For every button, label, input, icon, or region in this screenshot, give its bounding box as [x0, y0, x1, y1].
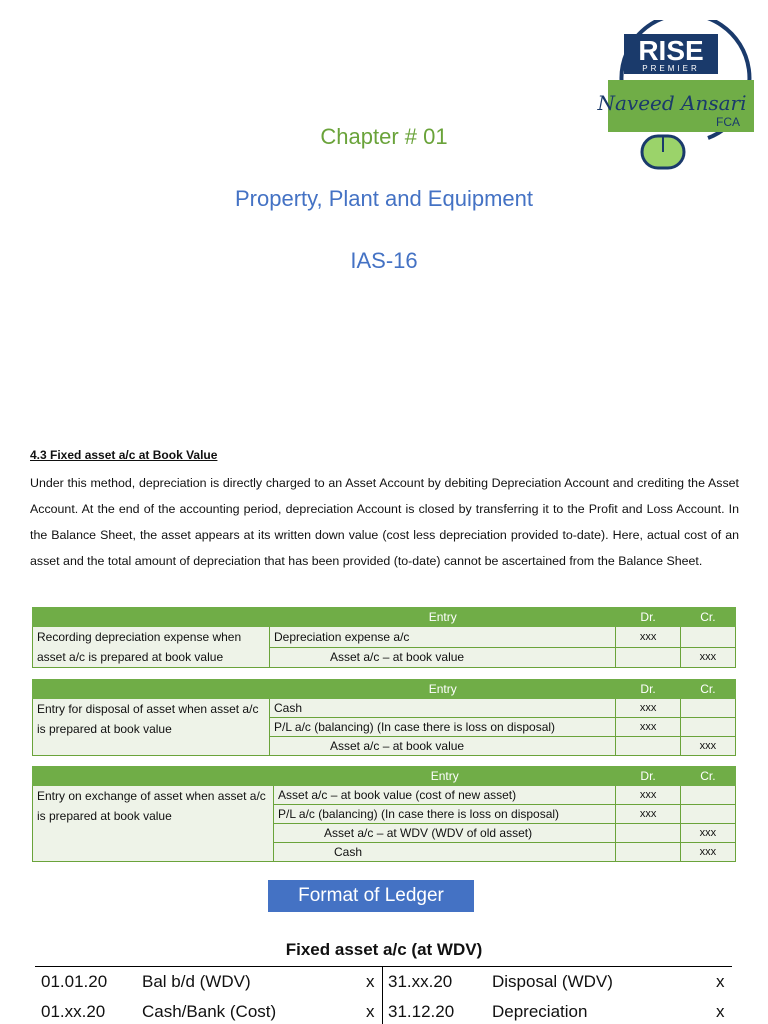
debit-amount: xxx: [616, 627, 680, 648]
entry-account: P/L a/c (balancing) (In case there is loss on disposal): [274, 805, 616, 824]
debit-amount: xxx: [616, 718, 680, 737]
header-cr: Cr.: [680, 608, 735, 627]
ledger-debit-date: 01.xx.20: [41, 1002, 106, 1021]
standard-label: IAS-16: [350, 248, 418, 273]
logo-tagline: PREMIER: [642, 64, 700, 73]
debit-amount: [616, 824, 680, 843]
header-cr: Cr.: [680, 767, 735, 786]
entry-account: Asset a/c – at WDV (WDV of old asset): [274, 824, 616, 843]
ledger-credit-date: 31.12.20: [388, 1002, 455, 1021]
ledger-debit-particular: Bal b/d (WDV): [142, 972, 251, 991]
entry-table-disposal: [32, 679, 736, 756]
header-dr: Dr.: [616, 767, 680, 786]
entry-account: Asset a/c – at book value: [270, 647, 616, 668]
logo-designation: FCA: [716, 115, 740, 129]
logo-graphic: [588, 20, 756, 172]
entry-account: Cash: [270, 699, 616, 718]
table-row: [33, 786, 736, 805]
table-row: [33, 699, 736, 718]
logo-name: Naveed Ansari: [597, 91, 747, 115]
debit-amount: [616, 647, 680, 668]
entry-description: Entry for disposal of asset when asset a/c is prepared at book value: [33, 699, 270, 756]
ledger-top-rule: [35, 966, 732, 967]
credit-amount: xxx: [680, 737, 735, 756]
credit-amount: [680, 805, 735, 824]
section-paragraph: Under this method, depreciation is directly charged to an Asset Account by debiting Depreciation Account and crediting the Asset Account. At the end of the accounting period, depreciation Account is closed by transferring it to the Profit and Loss Account. In the Balance Sheet, the asset appears at its written down value (cost less depreciation provided to-date). Here, actual cost of an asset and the total amount of depreciation that has been provided (to-date) cannot be ascertained from the Balance Sheet.: [30, 476, 739, 568]
header-dr: Dr.: [616, 608, 680, 627]
credit-amount: [680, 786, 735, 805]
credit-amount: xxx: [680, 647, 735, 668]
table-header-row: [33, 767, 736, 786]
ledger-credit-amount: x: [716, 972, 725, 991]
section-heading: 4.3 Fixed asset a/c at Book Value: [30, 448, 218, 462]
entry-table-exchange: [32, 766, 736, 862]
ledger-credit-particular: Disposal (WDV): [492, 972, 613, 991]
header-dr: Dr.: [616, 680, 680, 699]
rise-premier-logo: [588, 20, 756, 172]
ledger-debit-particular: Cash/Bank (Cost): [142, 1002, 277, 1021]
header-cr: Cr.: [680, 680, 735, 699]
debit-amount: xxx: [616, 699, 680, 718]
chapter-title: Chapter # 01: [320, 124, 448, 149]
credit-amount: [680, 627, 735, 648]
ledger-title: Fixed asset a/c (at WDV): [285, 940, 483, 959]
table-header-row: [33, 680, 736, 699]
entry-account: Asset a/c – at book value: [270, 737, 616, 756]
entry-table-depreciation: [32, 607, 736, 668]
table-row: [33, 627, 736, 648]
table-header-row: [33, 608, 736, 627]
ledger-credit-date: 31.xx.20: [388, 972, 453, 991]
ledger-debit-date: 01.01.20: [41, 972, 108, 991]
debit-amount: [616, 737, 680, 756]
header-entry: Entry: [270, 608, 616, 627]
entry-account: P/L a/c (balancing) (In case there is loss on disposal): [270, 718, 616, 737]
entry-description: Recording depreciation expense when asset a/c is prepared at book value: [33, 627, 270, 668]
entry-account: Cash: [274, 843, 616, 862]
credit-amount: xxx: [680, 843, 735, 862]
header-entry: Entry: [274, 767, 616, 786]
entry-description: Entry on exchange of asset when asset a/c is prepared at book value: [33, 786, 274, 862]
credit-amount: [680, 718, 735, 737]
format-of-ledger-banner: Format of Ledger: [268, 880, 474, 912]
header-entry: Entry: [270, 680, 616, 699]
debit-amount: xxx: [616, 805, 680, 824]
credit-amount: xxx: [680, 824, 735, 843]
debit-amount: [616, 843, 680, 862]
logo-brand: RISE: [638, 35, 704, 66]
ledger-credit-amount: x: [716, 1002, 725, 1021]
debit-amount: xxx: [616, 786, 680, 805]
credit-amount: [680, 699, 735, 718]
ledger-center-rule: [382, 966, 383, 1024]
ledger-debit-amount: x: [366, 972, 375, 991]
entry-account: Asset a/c – at book value (cost of new asset): [274, 786, 616, 805]
ledger-debit-amount: x: [366, 1002, 375, 1021]
entry-account: Depreciation expense a/c: [270, 627, 616, 648]
ledger-credit-particular: Depreciation: [492, 1002, 588, 1021]
chapter-subtitle: Property, Plant and Equipment: [235, 186, 533, 211]
